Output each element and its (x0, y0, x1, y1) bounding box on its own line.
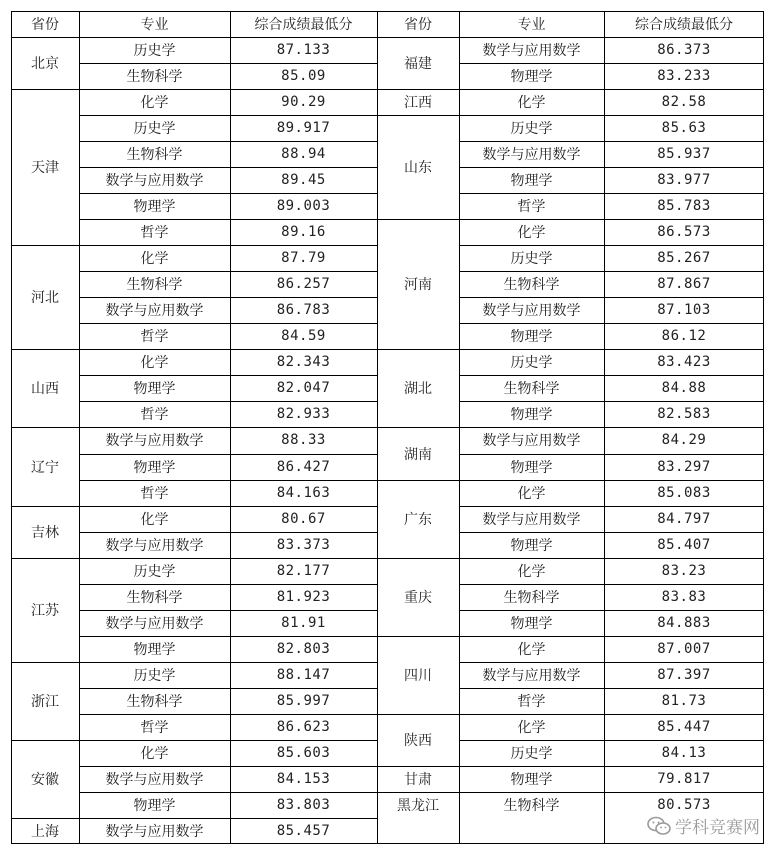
major-cell: 生物科学 (503, 381, 560, 398)
score-cell: 82.343 (276, 354, 331, 371)
score-cell: 85.447 (657, 718, 711, 735)
major-cell: 哲学 (140, 225, 169, 242)
header-major: 专业 (140, 17, 169, 33)
group-divider (377, 792, 459, 793)
major-cell: 历史学 (133, 563, 176, 580)
major-cell: 哲学 (140, 719, 169, 736)
group-divider (11, 245, 79, 246)
major-cell: 生物科学 (503, 277, 560, 294)
major-cell: 化学 (140, 355, 169, 372)
major-cell: 物理学 (510, 173, 553, 190)
group-divider (11, 349, 79, 350)
province-cell: 四川 (404, 667, 432, 684)
major-cell: 数学与应用数学 (105, 433, 204, 450)
score-cell: 85.997 (276, 692, 331, 709)
watermark-text: 学科竞赛网 (675, 818, 760, 838)
major-cell: 数学与应用数学 (105, 173, 204, 190)
group-divider (377, 480, 459, 481)
major-cell: 生物科学 (503, 797, 560, 814)
major-cell: 数学与应用数学 (105, 615, 204, 632)
score-cell: 87.007 (657, 640, 711, 657)
group-divider (377, 89, 459, 90)
score-cell: 85.457 (276, 822, 331, 839)
group-divider (11, 427, 79, 428)
major-cell: 生物科学 (126, 147, 183, 164)
major-cell: 物理学 (510, 537, 553, 554)
major-cell: 哲学 (517, 199, 546, 216)
major-cell: 数学与应用数学 (105, 823, 204, 840)
major-cell: 历史学 (133, 43, 176, 60)
score-cell: 85.603 (276, 744, 331, 761)
header-major: 专业 (517, 17, 546, 33)
major-cell: 数学与应用数学 (105, 303, 204, 320)
province-cell: 安徽 (31, 771, 59, 788)
major-cell: 化学 (517, 95, 546, 112)
score-cell: 84.153 (276, 770, 331, 787)
major-cell: 化学 (517, 719, 546, 736)
score-cell: 87.103 (657, 302, 711, 319)
province-cell: 湖南 (404, 446, 432, 463)
province-cell: 河北 (31, 290, 59, 307)
score-table (11, 11, 764, 844)
major-cell: 物理学 (510, 615, 553, 632)
major-cell: 生物科学 (126, 693, 183, 710)
score-cell: 83.23 (661, 562, 707, 579)
score-cell: 79.817 (657, 770, 711, 787)
score-cell: 84.88 (661, 380, 707, 397)
score-cell: 87.867 (657, 276, 711, 293)
score-cell: 84.29 (661, 432, 707, 449)
group-divider (377, 349, 459, 350)
score-cell: 83.83 (661, 588, 707, 605)
score-cell: 86.373 (657, 42, 711, 59)
header-province: 省份 (404, 17, 432, 33)
major-cell: 数学与应用数学 (482, 511, 581, 528)
score-cell: 89.45 (281, 172, 326, 189)
score-cell: 86.427 (276, 458, 331, 475)
score-cell: 86.623 (276, 718, 331, 735)
score-cell: 80.573 (657, 796, 711, 813)
table-border-top (11, 11, 764, 12)
group-divider (377, 219, 459, 220)
watermark (647, 813, 760, 838)
major-cell: 数学与应用数学 (482, 303, 581, 320)
major-cell: 数学与应用数学 (482, 433, 581, 450)
score-cell: 87.133 (276, 42, 331, 59)
wechat-icon (647, 816, 671, 836)
score-cell: 85.407 (657, 536, 711, 553)
province-cell: 北京 (31, 56, 59, 73)
score-cell: 82.583 (657, 406, 711, 423)
score-cell: 89.003 (276, 198, 331, 215)
score-cell: 89.16 (281, 224, 326, 241)
major-cell: 化学 (140, 95, 169, 112)
score-cell: 89.917 (276, 120, 331, 137)
major-cell: 哲学 (517, 693, 546, 710)
group-divider (377, 636, 459, 637)
major-cell: 历史学 (510, 745, 553, 762)
major-cell: 历史学 (510, 251, 553, 268)
major-cell: 生物科学 (503, 589, 560, 606)
major-cell: 数学与应用数学 (482, 667, 581, 684)
group-divider (377, 427, 459, 428)
score-cell: 83.297 (657, 458, 711, 475)
province-cell: 吉林 (31, 524, 59, 541)
province-cell: 黑龙江 (397, 797, 439, 814)
score-cell: 85.09 (281, 68, 326, 85)
major-cell: 化学 (517, 563, 546, 580)
major-cell: 哲学 (140, 485, 169, 502)
province-cell: 甘肃 (404, 771, 432, 788)
major-cell: 化学 (517, 485, 546, 502)
province-cell: 辽宁 (31, 459, 59, 476)
major-cell: 物理学 (133, 199, 176, 216)
header-score: 综合成绩最低分 (635, 17, 733, 33)
province-cell: 重庆 (404, 589, 432, 606)
major-cell: 生物科学 (126, 589, 183, 606)
province-cell: 天津 (31, 160, 59, 177)
province-cell: 河南 (404, 277, 432, 294)
score-cell: 82.58 (661, 94, 707, 111)
province-cell: 山西 (31, 381, 59, 398)
group-divider (377, 714, 459, 715)
major-cell: 化学 (140, 251, 169, 268)
major-cell: 历史学 (133, 667, 176, 684)
score-cell: 84.163 (276, 484, 331, 501)
score-cell: 82.047 (276, 380, 331, 397)
score-cell: 85.937 (657, 146, 711, 163)
major-cell: 生物科学 (126, 277, 183, 294)
major-cell: 历史学 (510, 355, 553, 372)
group-divider (11, 818, 79, 819)
score-cell: 86.257 (276, 276, 331, 293)
score-cell: 83.423 (657, 354, 711, 371)
major-cell: 物理学 (133, 797, 176, 814)
score-cell: 88.147 (276, 666, 331, 683)
major-cell: 哲学 (140, 329, 169, 346)
score-cell: 88.33 (281, 432, 326, 449)
group-divider (377, 115, 459, 116)
province-cell: 福建 (404, 56, 432, 73)
score-cell: 84.13 (661, 744, 707, 761)
major-cell: 物理学 (510, 407, 553, 424)
score-cell: 83.977 (657, 172, 711, 189)
major-cell: 数学与应用数学 (105, 537, 204, 554)
score-cell: 83.803 (276, 796, 331, 813)
score-cell: 81.73 (661, 692, 707, 709)
score-cell: 82.933 (276, 406, 331, 423)
score-cell: 83.373 (276, 536, 331, 553)
group-divider (11, 740, 79, 741)
score-cell: 86.783 (276, 302, 331, 319)
score-cell: 85.63 (661, 120, 707, 137)
major-cell: 物理学 (510, 69, 553, 86)
major-cell: 历史学 (133, 121, 176, 138)
group-divider (11, 558, 79, 559)
major-cell: 物理学 (510, 329, 553, 346)
major-cell: 化学 (140, 511, 169, 528)
major-cell: 物理学 (133, 381, 176, 398)
major-cell: 数学与应用数学 (482, 147, 581, 164)
province-cell: 上海 (31, 823, 59, 840)
score-cell: 86.573 (657, 224, 711, 241)
score-cell: 84.797 (657, 510, 711, 527)
major-cell: 数学与应用数学 (105, 771, 204, 788)
score-cell: 80.67 (281, 510, 326, 527)
major-cell: 数学与应用数学 (482, 43, 581, 60)
major-cell: 物理学 (133, 641, 176, 658)
score-cell: 81.91 (281, 614, 326, 631)
score-cell: 88.94 (281, 146, 326, 163)
major-cell: 化学 (517, 225, 546, 242)
group-divider (11, 506, 79, 507)
major-cell: 物理学 (510, 771, 553, 788)
major-cell: 哲学 (140, 407, 169, 424)
score-cell: 82.803 (276, 640, 331, 657)
group-divider (377, 766, 459, 767)
score-cell: 86.12 (661, 328, 707, 345)
score-cell: 85.083 (657, 484, 711, 501)
score-cell: 83.233 (657, 68, 711, 85)
province-cell: 浙江 (31, 693, 59, 710)
major-cell: 化学 (140, 745, 169, 762)
score-cell: 84.59 (281, 328, 326, 345)
score-cell: 85.267 (657, 250, 711, 267)
score-cell: 90.29 (281, 94, 326, 111)
major-cell: 化学 (517, 641, 546, 658)
province-cell: 江苏 (31, 602, 59, 619)
group-divider (377, 558, 459, 559)
score-cell: 85.783 (657, 198, 711, 215)
group-divider (11, 89, 79, 90)
major-cell: 物理学 (133, 459, 176, 476)
major-cell: 历史学 (510, 121, 553, 138)
province-cell: 陕西 (404, 732, 432, 749)
province-cell: 山东 (404, 160, 432, 177)
province-cell: 湖北 (404, 381, 432, 398)
province-cell: 广东 (404, 511, 432, 528)
major-cell: 生物科学 (126, 69, 183, 86)
score-cell: 84.883 (657, 614, 711, 631)
header-score: 综合成绩最低分 (254, 17, 353, 33)
group-divider (11, 662, 79, 663)
province-cell: 江西 (404, 95, 432, 112)
score-cell: 87.397 (657, 666, 711, 683)
major-cell: 物理学 (510, 459, 553, 476)
score-cell: 87.79 (281, 250, 326, 267)
score-cell: 82.177 (276, 562, 331, 579)
score-cell: 81.923 (276, 588, 331, 605)
header-province: 省份 (31, 17, 59, 33)
